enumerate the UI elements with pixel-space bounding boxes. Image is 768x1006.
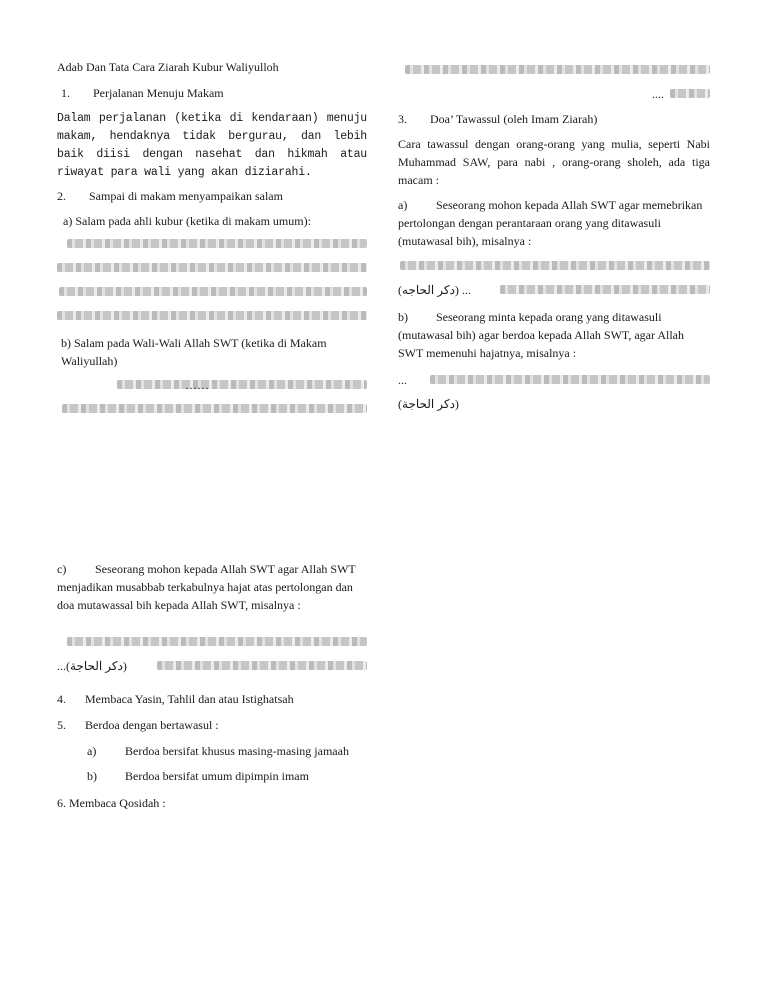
section-5-number: 5.	[57, 718, 66, 732]
section-c-label: c)	[57, 562, 67, 576]
section-3a	[398, 196, 710, 250]
section-4-number: 4.	[57, 692, 66, 706]
arabic-syahadat-continued	[398, 60, 710, 108]
section-3a-label: a)	[398, 198, 408, 212]
arabic-doa-c	[57, 632, 367, 680]
section-2a-label: a) Salam pada ahli kubur (ketika di makam umum):	[63, 214, 311, 228]
section-3a-tail: (دكر الحاجه) ...	[398, 283, 471, 297]
section-4-heading	[57, 690, 367, 708]
section-5a	[57, 742, 367, 760]
section-3b	[398, 308, 710, 362]
arabic-doa-3b	[398, 370, 710, 418]
syahadat-tail: ....	[652, 87, 664, 101]
salam-wali-ellipsis: ……	[185, 378, 209, 392]
section-2-heading	[57, 187, 367, 205]
section-2b-label: b) Salam pada Wali-Wali Allah SWT (ketika di Makam Waliyullah)	[61, 336, 327, 368]
section-5-heading	[57, 716, 367, 734]
section-1-body: Dalam perjalanan (ketika di kendaraan) menuju makam, hendaknya tidak bergurau, dan lebih baik diisi dengan nasehat dan hikmah atau riwayat para wali yang akan diziarahi.	[57, 112, 367, 179]
section-c-text: Seseorang mohon kepada Allah SWT agar Allah SWT menjadikan musabbab terkabulnya hajat atas pertolongan dan doa mutawassal bih kepada Allah SWT, misalnya :	[57, 562, 356, 612]
section-3a-text: Seseorang mohon kepada Allah SWT agar memebrikan pertolongan dengan perantaraan orang yang ditawasuli (mutawasal bih), misalnya :	[398, 198, 703, 248]
section-3b-text: Seseorang minta kepada orang yang ditawasuli (mutawasal bih) agar berdoa kepada Allah SWT, agar Allah SWT memenuhi hajatnya, misalnya :	[398, 310, 685, 360]
section-5b	[57, 767, 367, 785]
arabic-salam-kubur	[57, 234, 367, 330]
section-5b-label: Berdoa bersifat umum dipimpin imam	[125, 769, 309, 783]
arabic-salam-wali	[57, 375, 367, 423]
section-5-label: Berdoa dengan bertawasul :	[85, 718, 219, 732]
section-3b-tail: (دكر الحاجة)	[398, 397, 459, 411]
section-3b-lead: ...	[398, 373, 407, 387]
section-3-body: Cara tawassul dengan orang-orang yang mulia, seperti Nabi Muhammad SAW, para nabi , orang-orang sholeh, ada tiga macam :	[398, 137, 710, 187]
document-title: Adab Dan Tata Cara Ziarah Kubur Waliyulloh	[57, 60, 279, 74]
section-3b-label: b)	[398, 310, 408, 324]
section-1-label: Perjalanan Menuju Makam	[93, 86, 224, 100]
section-5b-number: b)	[87, 769, 97, 783]
section-3-heading	[398, 110, 710, 128]
section-3-label: Doa’ Tawassul (oleh Imam Ziarah)	[430, 112, 598, 126]
section-6-heading: 6. Membaca Qosidah :	[57, 796, 166, 810]
section-2-label: Sampai di makam menyampaikan salam	[89, 189, 283, 203]
section-4-label: Membaca Yasin, Tahlil dan atau Istighatsah	[85, 692, 294, 706]
section-1-number: 1.	[61, 86, 70, 100]
section-2-number: 2.	[57, 189, 66, 203]
section-1-heading	[57, 84, 371, 102]
arabic-doa-3a	[398, 256, 710, 304]
section-5a-number: a)	[87, 744, 97, 758]
section-3-number: 3.	[398, 112, 407, 126]
section-c	[57, 560, 367, 614]
section-5a-label: Berdoa bersifat khusus masing-masing jamaah	[125, 744, 349, 758]
section-c-tail: ...(دكر الحاجة)	[57, 659, 127, 673]
